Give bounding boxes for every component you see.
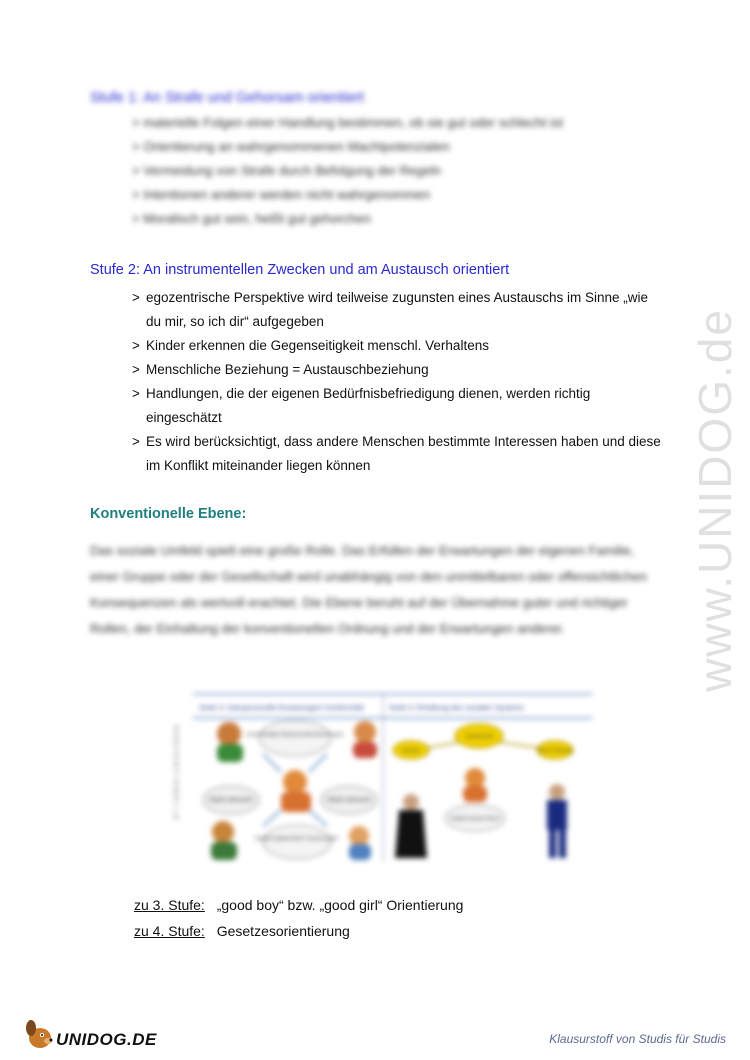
stage2-heading: Stufe 2: An instrumentellen Zwecken und am Austausch orientiert — [90, 262, 510, 278]
site-watermark: www.UNIDOG.de — [689, 308, 741, 692]
reference-row — [134, 892, 463, 918]
reference-text: Gesetzesorientierung — [216, 923, 350, 939]
stage-references — [134, 892, 463, 944]
conventional-paragraph: Das soziale Umfeld spielt eine große Rolle. Das Erfüllen der Erwartungen der eigenen Familie, einer Gruppe oder der Gesellschaft wird unabhängig von den unmittelbaren oder offensichtlichen Konsequenzen als wertvoll erachtet. Die Ebene beruht auf der Übernahme guter und richtiger Rollen, der Einhaltung der konventionellen Ordnung und der Erwartungen anderer. — [90, 543, 647, 636]
list-item-text: Handlungen, die der eigenen Bedürfnisbefriedigung dienen, werden richtig eingeschätzt — [146, 386, 591, 425]
list-item — [132, 382, 666, 430]
diagram-right-top: Gesellschaft — [465, 734, 493, 740]
kohlberg-diagram — [153, 690, 593, 862]
judge-icon — [403, 794, 419, 810]
diagram-top-bubble: wechselseitige interpersonelle Beziehungen — [246, 732, 344, 738]
reference-row — [134, 918, 463, 944]
list-item-text: Es wird berücksichtigt, dass andere Menschen bestimmte Interessen haben und diese im Konflikt miteinander liegen können — [146, 434, 661, 473]
child-figure-icon — [217, 722, 241, 746]
conventional-heading: Konventionelle Ebene: — [90, 506, 247, 522]
child-figure-icon — [212, 821, 234, 843]
reference-label: zu 3. Stufe: — [134, 897, 205, 913]
list-item: > Moralisch gut sein, heißt gut gehorchen — [132, 211, 371, 226]
diagram-left-title: Stufe 3: Interpersonelle Erwartungen/ Konformität — [199, 703, 364, 712]
diagram-center-left: Subjekt-Subjekt-Moral "Good boy/girl" — [255, 836, 339, 842]
list-item — [132, 358, 666, 382]
diagram-peer-left: PEER GROUPS — [208, 798, 254, 804]
list-marker: > — [132, 434, 140, 449]
stage2-list — [132, 286, 666, 478]
list-item-text: Kinder erkennen die Gegenseitigkeit menschl. Verhaltens — [146, 338, 489, 353]
reference-label: zu 4. Stufe: — [134, 923, 205, 939]
diagram-peer-right: PEER GROUPS — [326, 798, 372, 804]
list-item: > Intentionen anderer werden nicht wahrgenommen — [132, 187, 431, 202]
list-marker: > — [132, 290, 140, 305]
list-item: > Vermeidung von Strafe durch Befolgung der Regeln — [132, 163, 441, 178]
list-item — [132, 334, 666, 358]
diagram-right-left: Gesetze — [401, 748, 421, 754]
diagram-side-label: KONVENTIONELLE — [172, 726, 178, 823]
diagram-center-right: Subjekt-System-Moral — [450, 816, 500, 822]
logo-text: UNIDOG.DE — [56, 1030, 157, 1049]
list-marker: > — [132, 386, 140, 401]
list-item: > materielle Folgen einer Handlung bestimmen, ob sie gut oder schlecht ist — [132, 115, 564, 130]
unidog-logo — [22, 1016, 157, 1052]
child-figure-icon — [349, 826, 369, 846]
stage1-list — [132, 114, 563, 234]
child-figure-icon — [283, 770, 307, 794]
diagram-right-title: Stufe 4: Erhaltung des sozialen Systems — [389, 703, 524, 712]
footer-tagline: Klausurstoff von Studis für Studis — [549, 1032, 726, 1046]
list-item-text: egozentrische Perspektive wird teilweise zugunsten eines Austauschs im Sinne „wie du mir, so ich dir“ aufgegeben — [146, 290, 649, 329]
list-item-text: Menschliche Beziehung = Austauschbeziehung — [146, 362, 429, 377]
list-item: > Orientierung an wahrgenommenen Machtpotenzialen — [132, 139, 450, 154]
list-marker: > — [132, 338, 140, 353]
list-item — [132, 430, 666, 478]
list-marker: > — [132, 362, 140, 377]
child-figure-icon — [354, 721, 376, 743]
reference-text: „good boy“ bzw. „good girl“ Orientierung — [216, 897, 464, 913]
stage1-heading: Stufe 1: An Strafe und Gehorsam orientiert — [90, 90, 365, 106]
list-item — [132, 286, 666, 334]
diagram-right-right: Recht Ordnung — [538, 748, 572, 754]
police-officer-icon — [549, 784, 565, 800]
child-figure-icon — [465, 768, 485, 788]
